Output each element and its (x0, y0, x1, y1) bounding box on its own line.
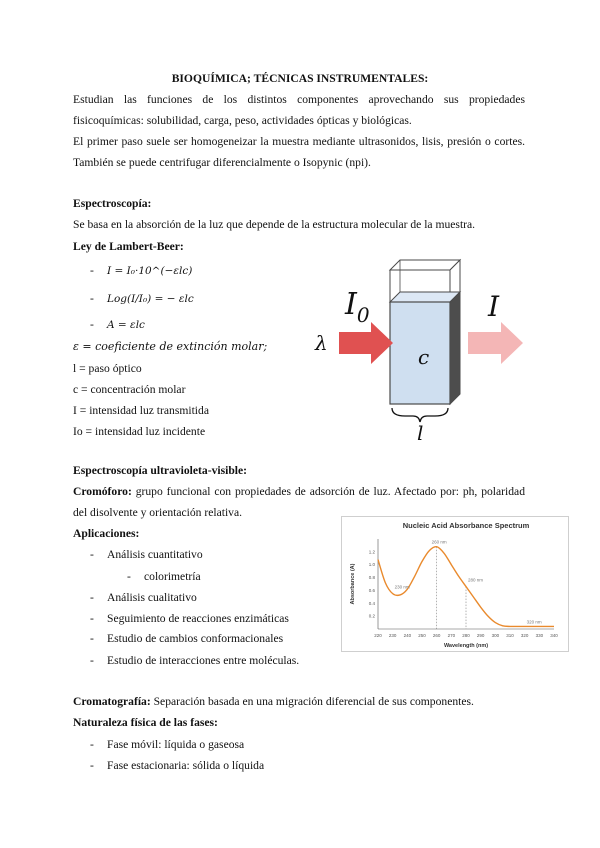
uv-vis-heading: Espectroscopía ultravioleta-visible: (73, 464, 247, 477)
list-item: - Análisis cuantitativo (90, 548, 203, 561)
list-item: - Estudio de interacciones entre moléculas. (90, 654, 300, 667)
chromophore-paragraph: Cromóforo: grupo funcional con propiedades de adsorción de luz. Afectado por: ph, polaridad del disolvente y orientación relativa. (73, 485, 525, 519)
annotation-label: 280 nm (468, 577, 484, 583)
x-tick-label: 260 (432, 633, 441, 638)
x-tick-label: 340 (550, 633, 558, 638)
x-tick-label: 240 (403, 633, 412, 638)
annotation-label: 230 nm (394, 584, 410, 590)
x-tick-label: 320 (520, 633, 529, 638)
I-label: I (488, 290, 500, 323)
x-tick-label: 300 (491, 633, 500, 638)
x-tick-label: 310 (506, 633, 514, 638)
chromatography-line: Cromatografía: Separación basada en una migración diferencial de sus componentes. (73, 695, 474, 708)
I0-label: $I_0$ (345, 287, 370, 327)
liquid-surface (390, 292, 460, 302)
y-tick-label: 0.2 (368, 613, 375, 619)
intro-paragraph-1: Estudian las funciones de los distintos componentes aprovechando sus propiedades fisicoquímicas: solubilidad, carga, peso, actividades ópticas y biológicas. (73, 93, 525, 127)
absorbance-chart-frame (341, 516, 569, 652)
definition-Io: Io = intensidad luz incidente (73, 425, 206, 438)
transmitted-light-arrow (468, 322, 523, 364)
x-tick-label: 280 (462, 633, 470, 638)
formula-item: - A = εlc (90, 318, 145, 331)
cuvette-top-face (390, 260, 460, 270)
x-axis-label: Wavelength (nm) (443, 643, 489, 649)
list-item: - Estudio de cambios conformacionales (90, 632, 284, 645)
lambert-beer-diagram (305, 240, 535, 450)
y-tick-label: 0.4 (368, 600, 375, 606)
chart-title: Nucleic Acid Absorbance Spectrum (402, 521, 530, 530)
page-title: BIOQUÍMICA; TÉCNICAS INSTRUMENTALES: (171, 72, 429, 85)
list-item: - Fase móvil: líquida o gaseosa (90, 738, 245, 751)
formula-1: I = I₀·10^(−εlc) (107, 265, 193, 277)
annotation-label: 260 nm (431, 539, 447, 545)
list-item: - Fase estacionaria: sólida o líquida (90, 759, 265, 772)
x-tick-label: 330 (535, 633, 544, 638)
formula-item: - Log(I/I₀) = − εlc (90, 292, 194, 305)
spectroscopy-description: Se basa en la absorción de la luz que depende de la estructura molecular de la muestra. (73, 218, 476, 231)
y-tick-label: 1.2 (368, 549, 375, 555)
incoming-light-arrow (339, 322, 393, 364)
applications-heading: Aplicaciones: (73, 527, 140, 540)
formula-2: Log(I/I₀) = − εlc (107, 293, 194, 305)
x-tick-label: 290 (476, 633, 485, 638)
l-label: l (417, 421, 424, 445)
y-tick-label: 0.8 (368, 575, 375, 581)
formula-item: - I = I₀·10^(−εlc) (90, 264, 193, 277)
formula-3: A = εlc (107, 319, 145, 331)
definition-I: I = intensidad luz transmitida (73, 404, 209, 417)
intro-paragraph-2: El primer paso suele ser homogeneizar la muestra mediante ultrasonidos, lisis, presión o cortes. También se puede centrifugar diferencialmente o Isopynic (npi). (73, 135, 525, 169)
definition-l: l = paso óptico (73, 362, 142, 375)
path-length-brace (392, 408, 448, 422)
x-tick-label: 220 (374, 633, 382, 638)
list-item: - colorimetría (127, 570, 201, 583)
x-tick-label: 250 (418, 633, 426, 638)
phases-heading: Naturaleza física de las fases: (73, 716, 218, 729)
definition-c: c = concentración molar (73, 383, 186, 396)
absorbance-chart (342, 517, 568, 651)
y-tick-label: 1.0 (368, 562, 375, 568)
lambda-label: λ (315, 331, 328, 355)
cuvette-liquid-side (450, 292, 460, 404)
x-tick-label: 270 (447, 633, 456, 638)
annotation-label: 320 nm (526, 619, 542, 625)
definition-epsilon: ε = coeficiente de extinción molar; (73, 340, 268, 353)
c-label: c (418, 345, 430, 369)
x-tick-label: 230 (388, 633, 397, 638)
list-item: - Análisis cualitativo (90, 591, 197, 604)
list-item: - Seguimiento de reacciones enzimáticas (90, 612, 289, 625)
y-tick-label: 0.6 (368, 587, 375, 593)
spectroscopy-heading: Espectroscopía: (73, 197, 152, 210)
y-axis-label: Absorbance (A) (350, 563, 356, 605)
lambert-beer-heading: Ley de Lambert-Beer: (73, 240, 184, 253)
